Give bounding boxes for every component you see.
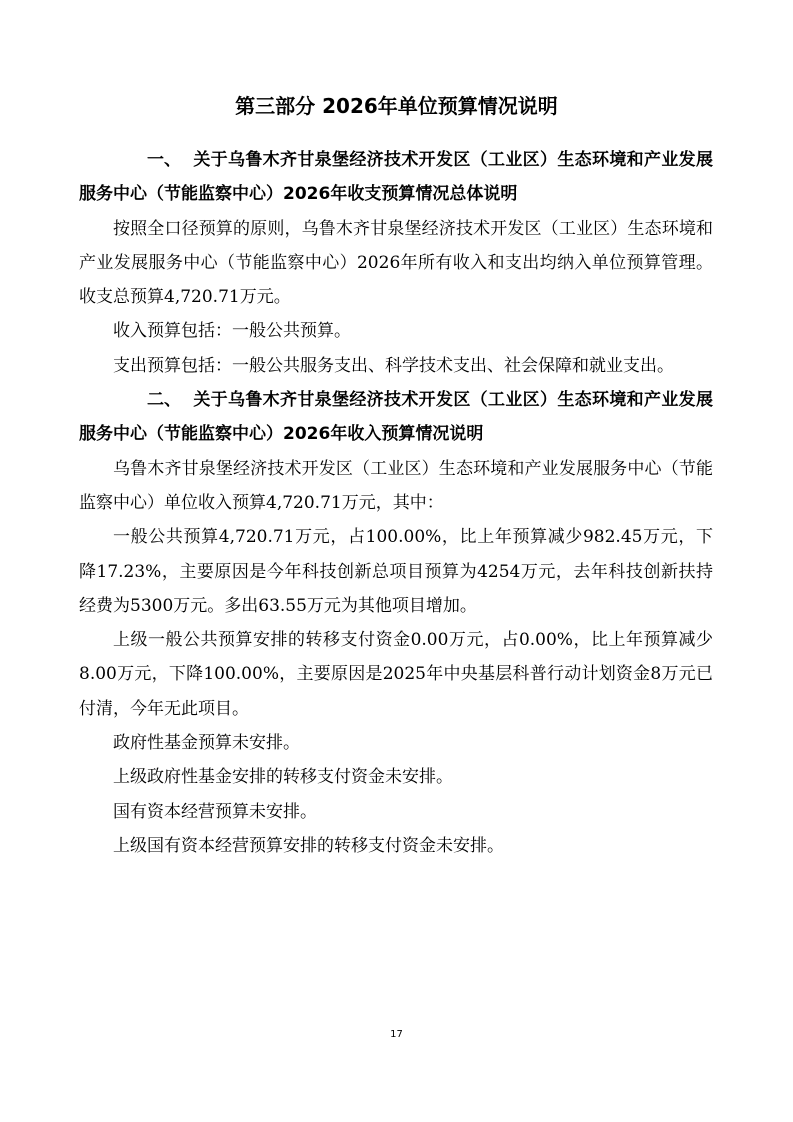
paragraph: 政府性基金预算未安排。 — [113, 733, 300, 754]
paragraph: 上级国有资本经营预算安排的转移支付资金未安排。 — [113, 835, 504, 856]
page-number: 17 — [390, 1029, 403, 1040]
section-number: 一、 — [147, 150, 181, 170]
paragraph: 按照全口径预算的原则，乌鲁木齐甘泉堡经济技术开发区（工业区）生态环境和产业发展服务中心（节能监察中心）2026年所有收入和支出均纳入单位预算管理。收支总预算4,720.71万元。 — [79, 218, 713, 308]
paragraph: 上级政府性基金安排的转移支付资金未安排。 — [113, 767, 453, 788]
paragraph: 上级一般公共预算安排的转移支付资金0.00万元，占0.00%，比上年预算减少8.00万元，下降100.00%，主要原因是2025年中央基层科普行动计划资金8万元已付清，今年无此项目。 — [79, 630, 713, 719]
paragraph: 国有资本经营预算未安排。 — [113, 801, 317, 822]
section-number: 二、 — [147, 390, 181, 411]
section-heading-text: 关于乌鲁木齐甘泉堡经济技术开发区（工业区）生态环境和产业发展服务中心（节能监察中心）2026年收入预算情况说明 — [79, 390, 713, 445]
document-body — [79, 143, 713, 863]
section-heading-1 — [79, 143, 713, 212]
paragraph: 收入预算包括：一般公共预算。 — [113, 321, 351, 342]
section-heading-2 — [79, 383, 713, 452]
paragraph: 乌鲁木齐甘泉堡经济技术开发区（工业区）生态环境和产业发展服务中心（节能监察中心）单位收入预算4,720.71万元，其中： — [79, 458, 713, 513]
section-heading-text: 关于乌鲁木齐甘泉堡经济技术开发区（工业区）生态环境和产业发展服务中心（节能监察中心）2026年收支预算情况总体说明 — [79, 150, 713, 205]
paragraph: 一般公共预算4,720.71万元，占100.00%，比上年预算减少982.45万元，下降17.23%，主要原因是今年科技创新总项目预算为4254万元，去年科技创新扶持经费为5300万元。多出63.55万元为其他项目增加。 — [79, 527, 713, 616]
paragraph: 支出预算包括：一般公共服务支出、科学技术支出、社会保障和就业支出。 — [113, 355, 674, 376]
page-title: 第三部分 2026年单位预算情况说明 — [235, 94, 558, 118]
